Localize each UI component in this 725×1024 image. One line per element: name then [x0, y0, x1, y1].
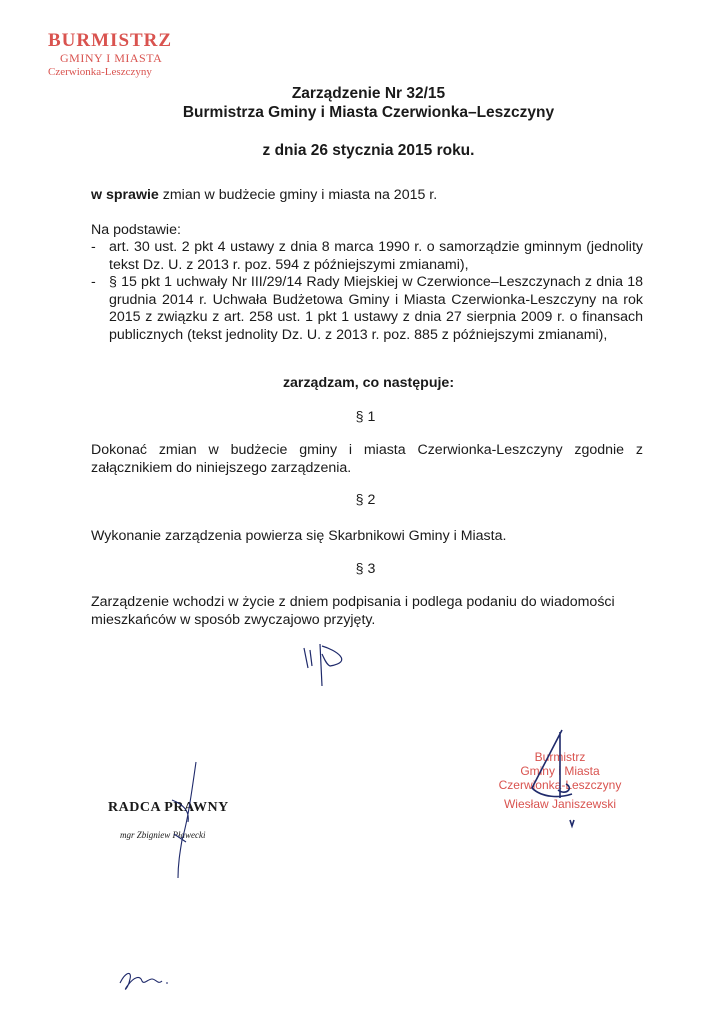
- mayor-signature: [520, 728, 590, 838]
- list-item: - art. 30 ust. 2 pkt 4 ustawy z dnia 8 marca 1990 r. o samorządzie gminnym (jednolity tekst Dz. U. z 2013 r. poz. 594 z późniejszymi zmianami),: [91, 239, 643, 273]
- section-text-2: Wykonanie zarządzenia powierza się Skarbnikowi Gminy i Miasta.: [91, 528, 507, 544]
- section-mark-2: § 2: [355, 492, 376, 508]
- bottom-initials: [118, 965, 178, 995]
- stamp-line: GMINY I MIASTA: [60, 50, 163, 65]
- basis-label: Na podstawie:: [91, 222, 181, 238]
- stamp-line: Gminy i Miasta: [520, 764, 600, 778]
- section-text-3: Zarządzenie wchodzi w życie z dniem podpisania i podlega podaniu do wiadomości mieszkańców w sposób zwyczajowo przyjęty.: [91, 594, 615, 628]
- subject-lead: w sprawie: [91, 187, 159, 203]
- stamp-line: BURMISTRZ: [48, 30, 173, 51]
- subject-text: zmian w budżecie gminy i miasta na 2015 r.: [158, 187, 438, 203]
- initials-signature: [296, 640, 356, 700]
- document-issuer: Burmistrza Gminy i Miasta Czerwionka–Leszczyny: [182, 104, 555, 121]
- subject-line: [91, 186, 643, 204]
- decision-line: zarządzam, co następuje:: [282, 375, 455, 391]
- document-title: Zarządzenie Nr 32/15: [291, 85, 446, 102]
- basis-item-1: art. 30 ust. 2 pkt 4 ustawy z dnia 8 marca 1990 r. o samorządzie gminnym (jednolity tekst Dz. U. z 2013 r. poz. 594 z późniejszymi zmianami),: [109, 239, 643, 273]
- stamp-line: mgr Zbigniew Pławecki: [120, 830, 206, 840]
- section-mark-1: § 1: [355, 409, 376, 425]
- stamp-line: Burmistrz: [534, 750, 586, 764]
- stamp-line: RADCA PRAWNY: [108, 800, 229, 815]
- list-item: - § 15 pkt 1 uchwały Nr III/29/14 Rady Miejskiej w Czerwionce–Leszczynach z dnia 18 grudnia 2014 r. Uchwała Budżetowa Gminy i Miasta Czerwionka-Leszczyny na rok 2015 z związku z art. 258 ust. 1 pkt 1 ustawy z dnia 27 sierpnia 2009 r. o finansach publicznych (tekst jednolity Dz. U. z 2013 r. poz. 885 z późniejszymi zmianami),: [91, 274, 643, 343]
- section-text-1: Dokonać zmian w budżecie gminy i miasta Czerwionka-Leszczyny zgodnie z załącznikiem do niniejszego zarządzenia.: [91, 442, 643, 476]
- basis-item-2: § 15 pkt 1 uchwały Nr III/29/14 Rady Miejskiej w Czerwionce–Leszczynach z dnia 18 grudnia 2014 r. Uchwała Budżetowa Gminy i Miasta Czerwionka-Leszczyny na rok 2015 z związku z art. 258 ust. 1 pkt 1 ustawy z dnia 27 sierpnia 2009 r. o finansach publicznych (tekst jednolity Dz. U. z 2013 r. poz. 885 z późniejszymi zmianami),: [109, 274, 643, 343]
- mayor-stamp-header: [48, 30, 172, 78]
- section-mark-3: § 3: [355, 561, 376, 577]
- legal-basis-list: [91, 239, 643, 344]
- stamp-line: Czerwionka-Leszczyny: [48, 65, 152, 78]
- stamp-line: Czerwionka-Leszczyny: [498, 778, 622, 792]
- legal-counsel-signature: [168, 760, 208, 885]
- stamp-name: Wiesław Janiszewski: [503, 797, 617, 811]
- document-date: z dnia 26 stycznia 2015 roku.: [262, 142, 475, 159]
